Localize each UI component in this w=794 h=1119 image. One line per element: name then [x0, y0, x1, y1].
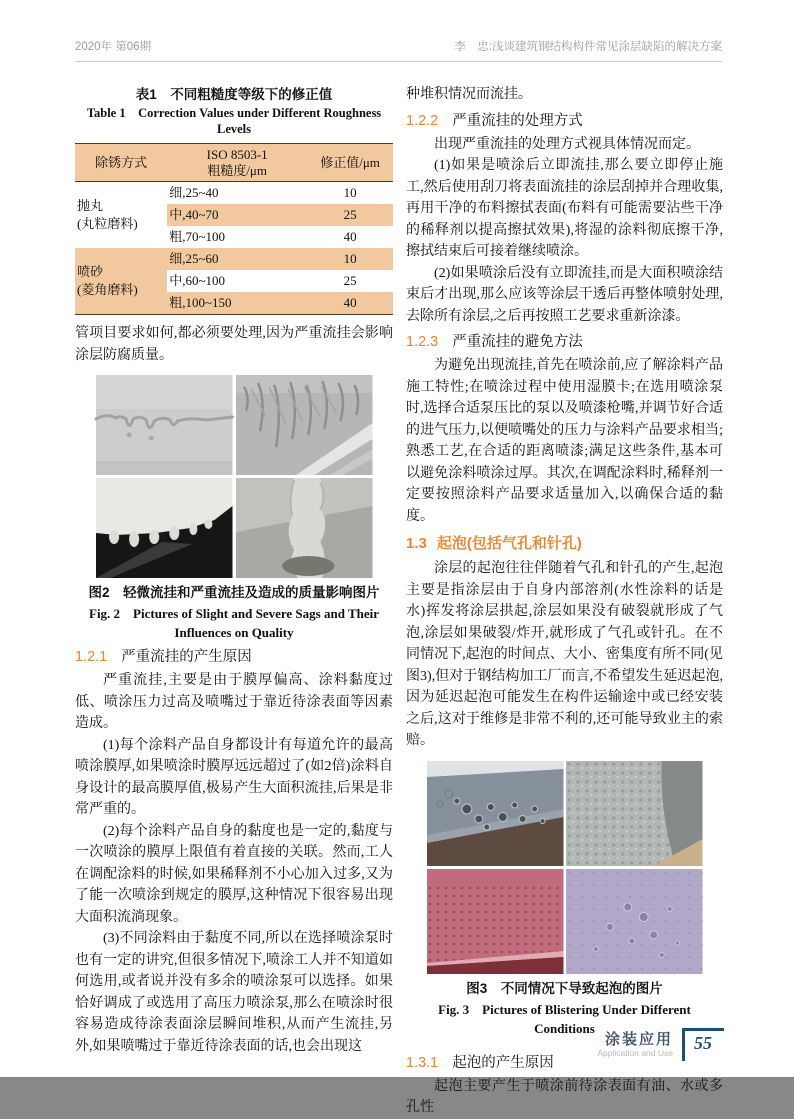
- blister-photo-2: [566, 761, 703, 866]
- figure3-photo-grid: [427, 761, 703, 974]
- fig2-photo-severe-sag: [236, 375, 373, 475]
- section-title: 严重流挂的处理方式: [452, 112, 583, 129]
- group-label-line1: 抛丸: [77, 198, 104, 213]
- table1-col-roughness-line1: ISO 8503-1: [206, 147, 268, 162]
- section-number: 1.3.1: [406, 1054, 439, 1071]
- cell-range: 粗,100~150: [167, 292, 307, 315]
- footer-section-zh: 涂装应用: [604, 1031, 673, 1048]
- left-column: [75, 84, 393, 1119]
- section-number: 1.2.1: [75, 649, 108, 665]
- fig2-photo-edge-drips: [96, 478, 233, 578]
- paragraph-continuation: 管项目要求如何,都必须要处理,因为严重流挂会影响涂层防腐质量。: [75, 326, 393, 363]
- figure2-photo-grid: [96, 375, 372, 578]
- table1-caption-zh: 表1 不同粗糙度等级下的修正值: [135, 87, 333, 102]
- table1-col-roughness: [167, 144, 307, 182]
- header-running-title: 李 忠:浅谈建筑钢结构构件常见涂层缺陷的解决方案: [454, 41, 722, 53]
- paragraph: (1)如果是喷涂后立即流挂,那么要立即停止施工,然后使用刮刀将表面流挂的涂层刮掉并合理收集,再用干净的布料擦拭表面(布料有可能需要沾些干净的稀释剂以提高擦拭效果),将湿的涂料彻底擦干净,擦拭结束后可接着继续喷涂。: [406, 158, 723, 259]
- cell-range: 中,60~100: [169, 273, 226, 288]
- cell-range: 中,40~70: [167, 204, 307, 226]
- blister-photo-3: [427, 869, 564, 974]
- section-number: 1.2.3: [406, 334, 439, 350]
- group-label-line2: (菱角磨料): [77, 282, 138, 297]
- blister-photo-4: [566, 869, 703, 974]
- cell-value: 25: [343, 273, 357, 288]
- fig2-photo-slight-sag-1: [96, 375, 233, 475]
- paragraph: 出现严重流挂的处理方式视具体情况而定。: [434, 136, 700, 152]
- footer-section-en: Application and Use: [597, 1048, 673, 1058]
- cell-value: 10: [343, 185, 357, 200]
- sag-photo-1: [96, 375, 233, 475]
- fig3-caption-en: Fig. 3 Pictures of Blistering Under Different Conditions: [438, 1001, 691, 1036]
- section-heading-1-2-3: [406, 331, 723, 353]
- two-column-body: [75, 84, 723, 1119]
- section-title: 严重流挂的避免方法: [452, 334, 583, 350]
- fig3-photo-lavender-craters: [566, 869, 703, 974]
- table-row: [75, 248, 393, 270]
- cell-range: 粗,70~100: [169, 229, 226, 244]
- table1-col-roughness-line2: 粗糙度/μm: [207, 162, 268, 178]
- cell-value: 25: [307, 204, 393, 226]
- cell-range: 细,25~60: [167, 248, 307, 270]
- paragraph: (2)如果喷涂后没有立即流挂,而是大面积喷涂结束后才出现,那么应该等涂层干透后再整体喷射处理,去除所有涂层,之后再按照工艺要求重新涂漆。: [406, 265, 723, 324]
- paragraph-continuation: 种堆积情况而流挂。: [406, 87, 532, 102]
- cell-value: 40: [343, 229, 357, 244]
- header-issue: 2020年 第06期: [75, 41, 152, 53]
- group-label-line1: 喷砂: [77, 264, 104, 279]
- section-title: 起泡的产生原因: [452, 1054, 554, 1071]
- table1-col-correction: 修正值/μm: [307, 144, 393, 182]
- section-title: 严重流挂的产生原因: [121, 649, 252, 665]
- cell-value: 10: [307, 248, 393, 270]
- paragraph: 起泡主要产生于喷涂前待涂表面有油、水或多孔性: [406, 1078, 723, 1115]
- section-number: 1.2.2: [406, 112, 439, 129]
- fig2-caption-zh: 图2 轻微流挂和严重流挂及造成的质量影响图片: [88, 585, 380, 600]
- fig3-caption-zh: 图3 不同情况下导致起泡的图片: [466, 980, 663, 996]
- page-footer: [597, 1028, 724, 1061]
- table1-caption-en: Table 1 Correction Values under Different Roughness Levels: [86, 106, 382, 136]
- section-heading-1-2-2: [406, 110, 723, 132]
- right-column: [406, 84, 723, 1119]
- paragraph: (3)不同涂料由于黏度不同,所以在选择喷涂泵时也有一定的讲究,但很多情况下,喷涂工人并不知道如何选用,或者说并没有多余的喷涂泵可以选择。如果恰好调成了或选用了高压力喷涂泵,那么在喷涂时很容易造成待涂表面涂层瞬间堆积,从而产生流挂,另外,如果喷嘴过于靠近待涂表面的话,也会出现这: [75, 931, 393, 1054]
- table1-group-shot-blasting: [75, 182, 167, 249]
- paragraph: (1)每个涂料产品自身都设计有每道允许的最高喷涂膜厚,如果喷涂时膜厚远远超过了(如2倍)涂料自身设计的最高膜厚值,极易产生大面积流挂,后果是非常严重的。: [75, 737, 393, 817]
- page-header: [75, 38, 722, 62]
- sag-photo-2: [236, 375, 373, 475]
- fig3-photo-pink-blisters: [427, 869, 564, 974]
- fig2-caption-en: Fig. 2 Pictures of Slight and Severe Sags and Their Influences on Quality: [89, 606, 379, 640]
- page-number: 55: [694, 1033, 712, 1053]
- sag-photo-4: [236, 478, 373, 578]
- section-title: 起泡(包括气孔和针孔): [436, 535, 582, 552]
- section-heading-1-2-1: [75, 646, 393, 668]
- table1-col-derusting: 除锈方式: [75, 144, 167, 182]
- cell-value: 40: [307, 292, 393, 315]
- page-number-box: [682, 1028, 724, 1061]
- sag-photo-3: [96, 478, 233, 578]
- table-row: [75, 182, 393, 205]
- paragraph: (2)每个涂料产品自身的黏度也是一定的,黏度与一次喷涂的膜厚上限值有着直接的关联。然而,工人在调配涂料的时候,如果稀释剂不小心加入过多,又为了能一次喷涂到规定的膜厚,这种情况下很容易出现大面积流淌现象。: [75, 823, 393, 925]
- section-heading-1-3: [406, 533, 723, 555]
- group-label-line2: (丸粒磨料): [77, 216, 138, 231]
- fig3-photo-dense-bubbles: [566, 761, 703, 866]
- footer-section-labels: [597, 1028, 673, 1059]
- paragraph: 严重流挂,主要是由于膜厚偏高、涂料黏度过低、喷涂压力过高及喷嘴过于靠近待涂表面等因素造成。: [75, 673, 393, 731]
- paragraph: 涂层的起泡往往伴随着气孔和针孔的产生,起泡主要是指涂层由于自身内部溶剂(水性涂料的话是水)挥发将涂层拱起,涂层如果没有破裂就形成了气泡,涂层如果破裂/炸开,就形成了气孔或针孔。在不同情况下,起泡的时间点、大小、密集度有所不同(见图3),但对于钢结构加工厂而言,不希望发生延迟起泡,因为延迟起泡可能发生在构件运输途中或已经安装之后,这对于维修是非常不利的,还可能导致业主的索赔。: [406, 561, 723, 748]
- section-number: 1.3: [406, 535, 427, 552]
- table1-header-row: [75, 144, 393, 182]
- fig3-photo-steel-holes: [427, 761, 564, 866]
- table1-group-sand-blasting: [75, 248, 167, 315]
- paragraph: 为避免出现流挂,首先在喷涂前,应了解涂料产品施工特性;在喷涂过程中使用湿膜卡;在选用喷涂泵时,选择合适泵压比的泵以及喷漆枪嘴,并调节好合适的进气压力,以便喷嘴处的压力与涂料产品要求相当;熟悉工艺,在合适的距离喷漆;满足这些条件,基本可以避免涂料喷涂过厚。其次,在调配涂料时,稀释剂一定要按照涂料产品要求适量加入,以确保合适的黏度。: [406, 358, 723, 524]
- cell-range: 细,25~40: [169, 185, 219, 200]
- fig2-photo-corner-buildup: [236, 478, 373, 578]
- blister-photo-1: [427, 761, 564, 866]
- table1: [75, 143, 393, 315]
